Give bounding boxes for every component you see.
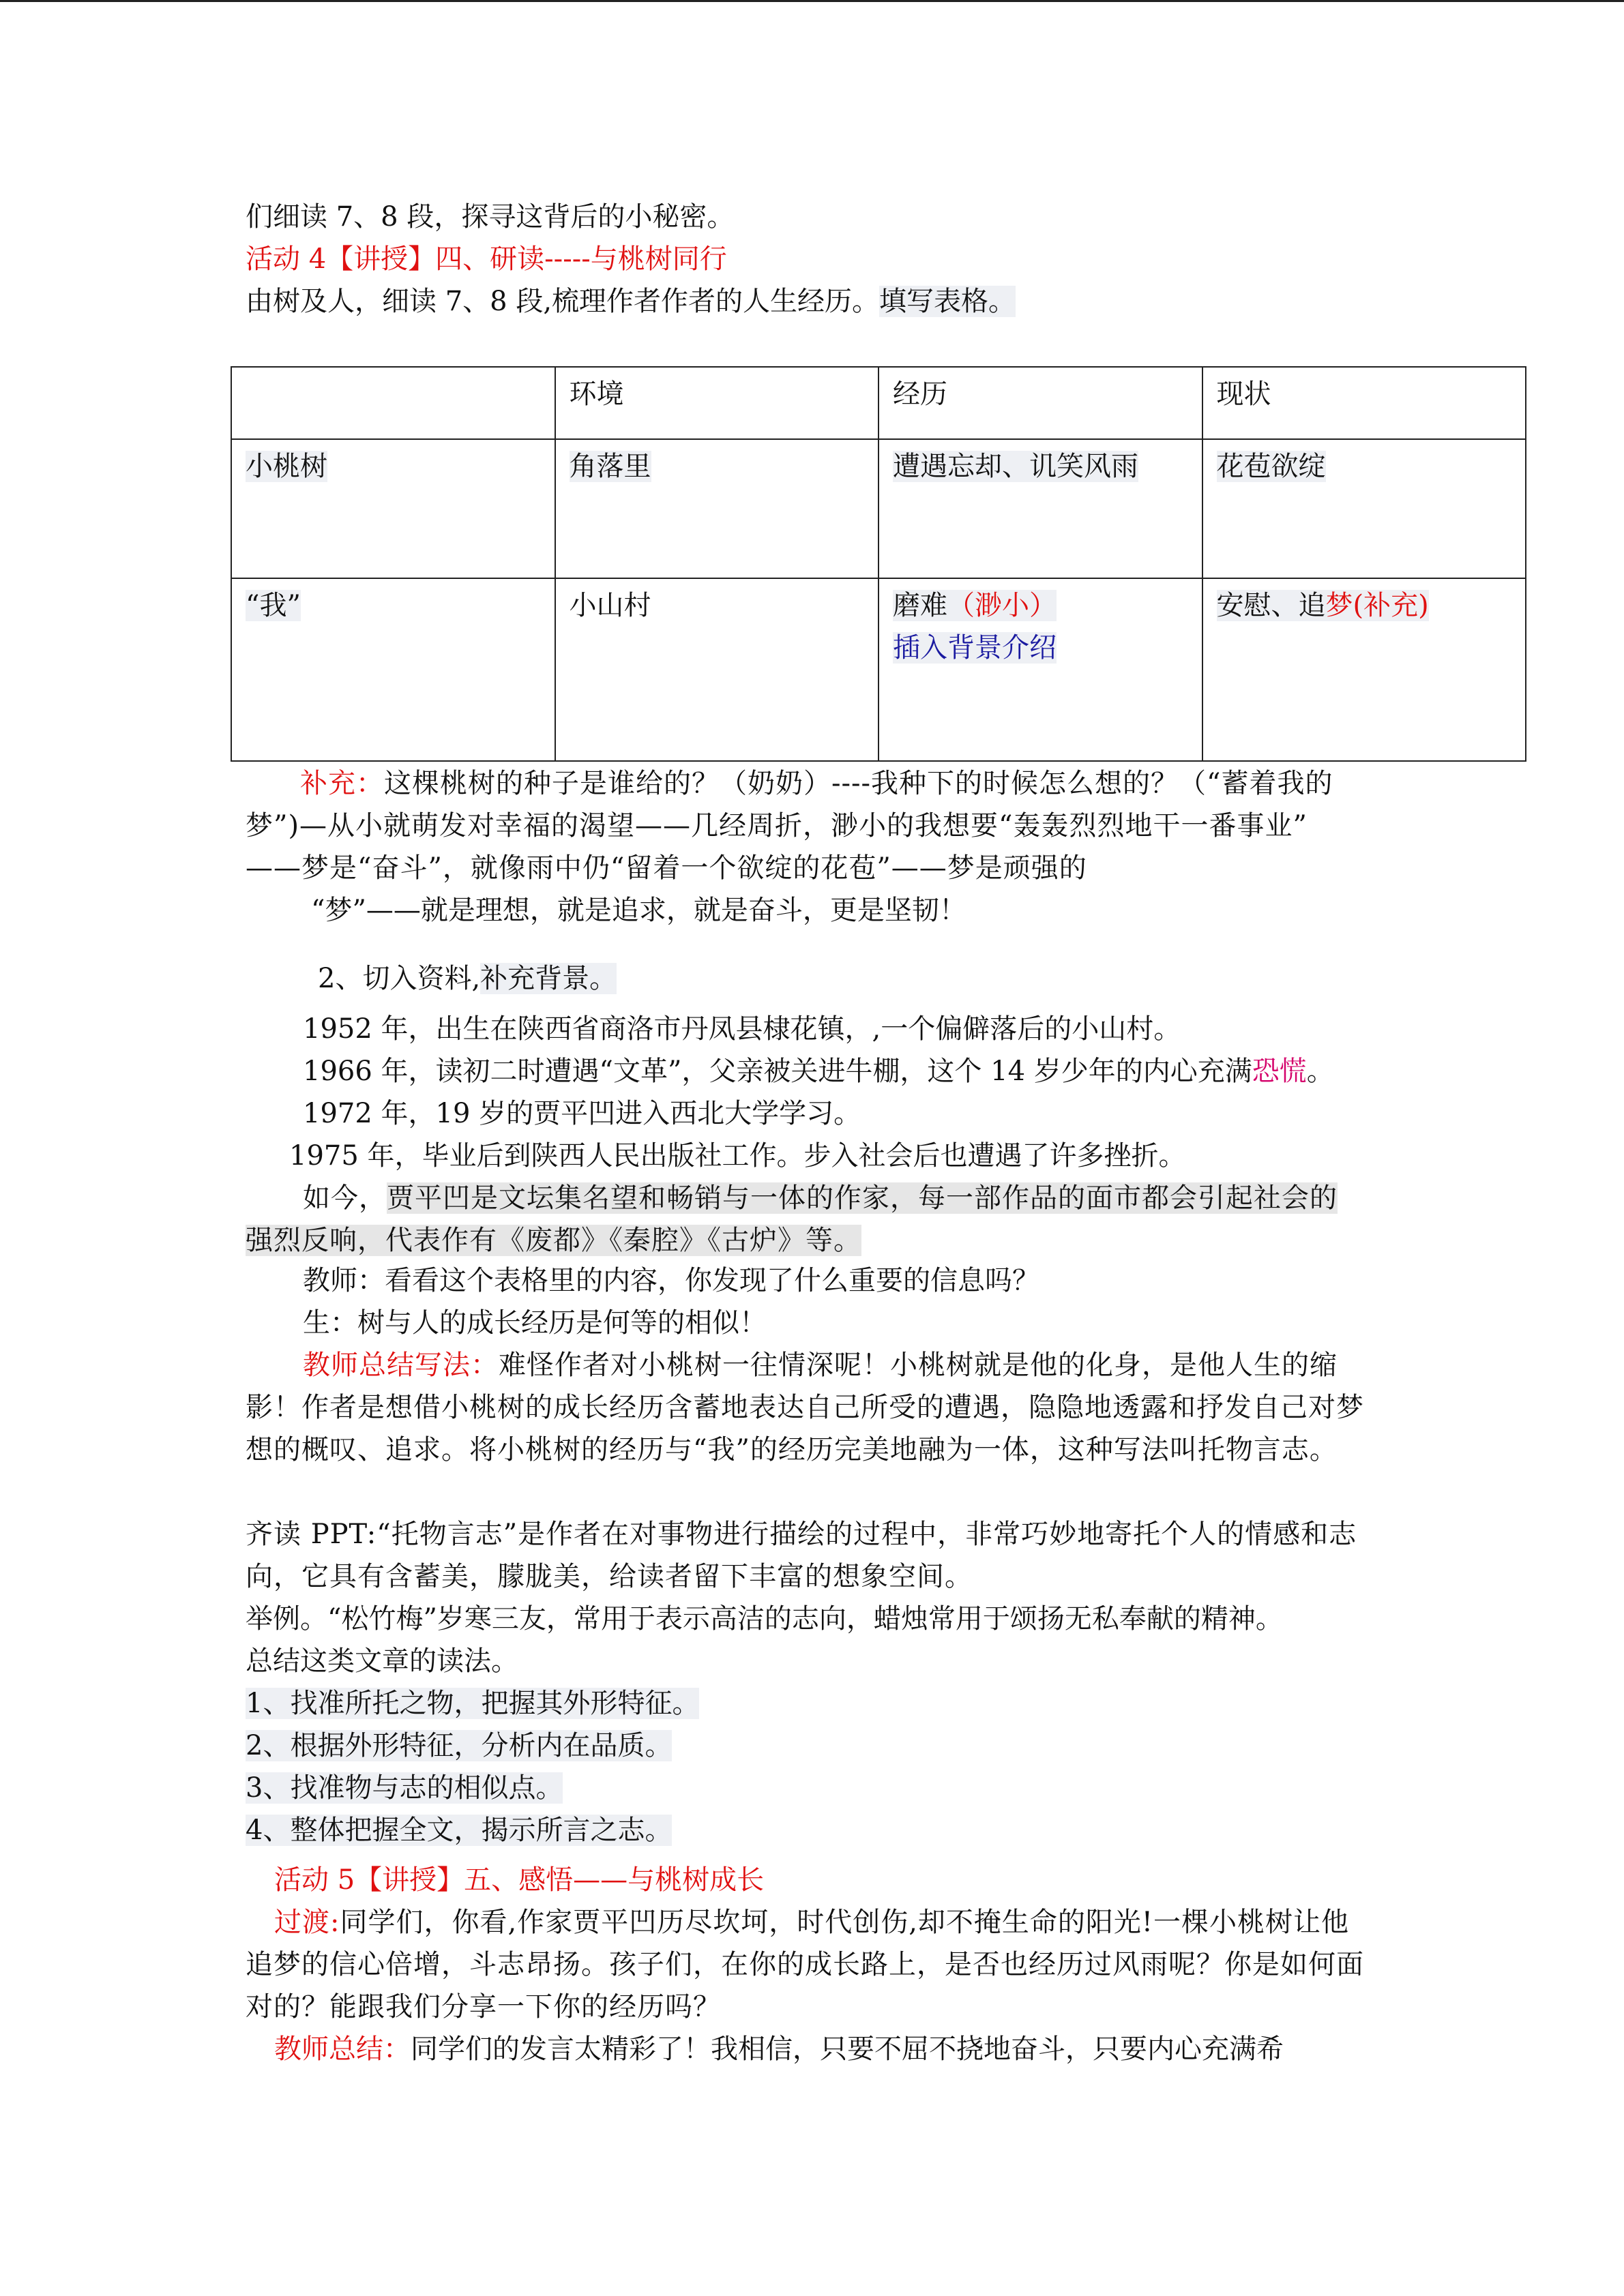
- table-cell-note: 梦(补充): [1325, 590, 1429, 621]
- teacher-summary-label: 教师总结写法：: [303, 1350, 499, 1381]
- table-cell-text: 花苞欲绽: [1216, 451, 1326, 482]
- table-cell: [231, 439, 555, 578]
- method-step-text: 2、根据外形特征，分析内在品质。: [246, 1730, 673, 1761]
- table-cell-text: 磨难: [893, 590, 947, 621]
- intro-line-1: 们细读 7、8 段，探寻这背后的小秘密。: [246, 201, 735, 233]
- method-title: 总结这类文章的读法。: [246, 1645, 518, 1677]
- table-row: [231, 439, 1526, 578]
- background-heading: [246, 957, 1364, 1000]
- final-summary-label: 教师总结：: [274, 2033, 411, 2065]
- table-header-row: [231, 367, 1526, 439]
- teacher-question: 教师：看看这个表格里的内容，你发现了什么重要的信息吗？: [303, 1265, 1039, 1296]
- transition-label: 过渡:: [274, 1907, 340, 1938]
- experience-table: [231, 366, 1526, 762]
- table-cell-text: “我”: [246, 590, 301, 621]
- timeline-1966-text: 1966 年，读初二时遭遇“文革”，父亲被关进牛棚，这个 14 岁少年的内心充满: [303, 1056, 1252, 1087]
- table-header-cell: 经历: [879, 367, 1202, 439]
- table-cell: [879, 439, 1202, 578]
- table-cell: [555, 439, 879, 578]
- table-cell-line: [893, 584, 1188, 627]
- table-cell-note: （渺小）: [947, 590, 1057, 621]
- intro-line-3-text: 由树及人，细读 7、8 段,梳理作者作者的人生经历。: [246, 286, 880, 317]
- method-step: [246, 1725, 1378, 1767]
- activity-5-heading: 活动 5【讲授】五、感悟——与桃树成长: [274, 1864, 765, 1896]
- supplement-dream-line: “梦”——就是理想，就是追求，就是奋斗，更是坚韧！: [311, 895, 966, 926]
- transition-text: 同学们，你看,作家贾平凹历尽坎坷，时代创伤,却不掩生命的阳光!一棵小桃树让他追梦的信心倍增，斗志昂扬。孩子们，在你的成长路上，是否也经历过风雨呢？你是如何面对的？能跟我们分享一下你的经历吗？: [246, 1907, 1364, 2023]
- table-cell-text: 小山村: [569, 590, 651, 621]
- table-cell: [1202, 578, 1526, 761]
- page-top-border: [0, 0, 1624, 2]
- method-step-text: 4、整体把握全文，揭示所言之志。: [246, 1815, 673, 1846]
- timeline-1952: 1952 年，出生在陕西省商洛市丹凤县棣花镇，,一个偏僻落后的小山村。: [303, 1013, 1181, 1045]
- intro-line-3: [246, 280, 1391, 323]
- method-step: [246, 1682, 1378, 1725]
- table-header-cell: 环境: [555, 367, 879, 439]
- dialog-block: [246, 1259, 1364, 1471]
- table-cell: [555, 578, 879, 761]
- table-cell: [1202, 439, 1526, 578]
- intro-block: [246, 196, 1391, 323]
- activity-4-heading: 活动 4【讲授】四、研读-----与桃树同行: [246, 243, 727, 275]
- timeline-now-lead: 如今，: [303, 1182, 387, 1214]
- table-cell: [879, 578, 1202, 761]
- background-heading-text: 2、切入资料,: [318, 963, 481, 994]
- supplement-text: 这棵桃树的种子是谁给的？（奶奶）----我种下的时候怎么想的？（“蓄着我的梦”)—从小就萌发对幸福的渴望——几经周折，渺小的我想要“轰轰烈烈地干一番事业” ——梦是“奋斗”，就像雨中仍“留着一个欲绽的花苞”——梦是顽强的: [246, 768, 1333, 884]
- teacher-summary-text: 难怪作者对小桃树一往情深呢！小桃树就是他的化身，是他人生的缩影！作者是想借小桃树的成长经历含蓄地表达自己所受的遭遇，隐隐地透露和抒发自己对梦想的概叹、追求。将小桃树的经历与“我”的经历完美地融为一体，这种写法叫托物言志。: [246, 1350, 1364, 1465]
- background-heading-task: 补充背景。: [480, 963, 617, 994]
- intro-line-3-task: 填写表格。: [879, 286, 1016, 317]
- timeline-1966-end: 。: [1306, 1056, 1334, 1087]
- final-summary: [246, 2028, 1364, 2070]
- method-step-text: 1、找准所托之物，把握其外形特征。: [246, 1688, 700, 1719]
- background-intro-note: 插入背景介绍: [893, 632, 1057, 664]
- method-step: [246, 1767, 1378, 1809]
- background-block: [246, 957, 1364, 1262]
- table-cell-text: 安慰、追: [1216, 590, 1326, 621]
- timeline-1966: [246, 1050, 1364, 1092]
- final-summary-text: 同学们的发言太精彩了！我相信，只要不屈不挠地奋斗，只要内心充满希: [411, 2033, 1284, 2065]
- transition-paragraph: [246, 1901, 1364, 2028]
- timeline-now-text: 贾平凹是文坛集名望和畅销与一体的作家，每一部作品的面市都会引起社会的强烈反响，代表作有《废都》《秦腔》《古炉》等。: [246, 1182, 1338, 1256]
- table-row: [231, 578, 1526, 761]
- timeline-1972: 1972 年，19 岁的贾平凹进入西北大学学习。: [303, 1098, 861, 1129]
- ppt-reading: 齐读 PPT:“托物言志”是作者在对事物进行描绘的过程中，非常巧妙地寄托个人的情感和志向，它具有含蓄美，朦胧美，给读者留下丰富的想象空间。: [246, 1519, 1357, 1592]
- timeline-now: [246, 1177, 1364, 1262]
- student-answer: 生：树与人的成长经历是何等的相似！: [303, 1307, 767, 1339]
- supplement-block: [246, 762, 1364, 931]
- timeline-1966-emphasis: 恐慌: [1252, 1056, 1307, 1087]
- method-step-text: 3、找准物与志的相似点。: [246, 1772, 563, 1804]
- table-cell: [231, 578, 555, 761]
- activity-5-block: [246, 1859, 1364, 2070]
- ppt-block: [246, 1513, 1378, 1851]
- table-header-cell: [231, 367, 555, 439]
- table-cell-text: 遭遇忘却、讥笑风雨: [893, 451, 1138, 482]
- teacher-summary: [246, 1344, 1364, 1471]
- supplement-paragraph: [246, 762, 1364, 889]
- ppt-example: 举例。“松竹梅”岁寒三友，常用于表示高洁的志向，蜡烛常用于颂扬无私奉献的精神。: [246, 1603, 1283, 1635]
- table-header-cell: 现状: [1202, 367, 1526, 439]
- method-step: [246, 1809, 1378, 1851]
- supplement-label: 补充：: [300, 768, 384, 799]
- table-cell-text: 角落里: [569, 451, 651, 482]
- table-cell-line: [893, 627, 1188, 669]
- timeline-1975: 1975 年，毕业后到陕西人民出版社工作。步入社会后也遭遇了许多挫折。: [289, 1140, 1186, 1172]
- table-cell-text: 小桃树: [246, 451, 327, 482]
